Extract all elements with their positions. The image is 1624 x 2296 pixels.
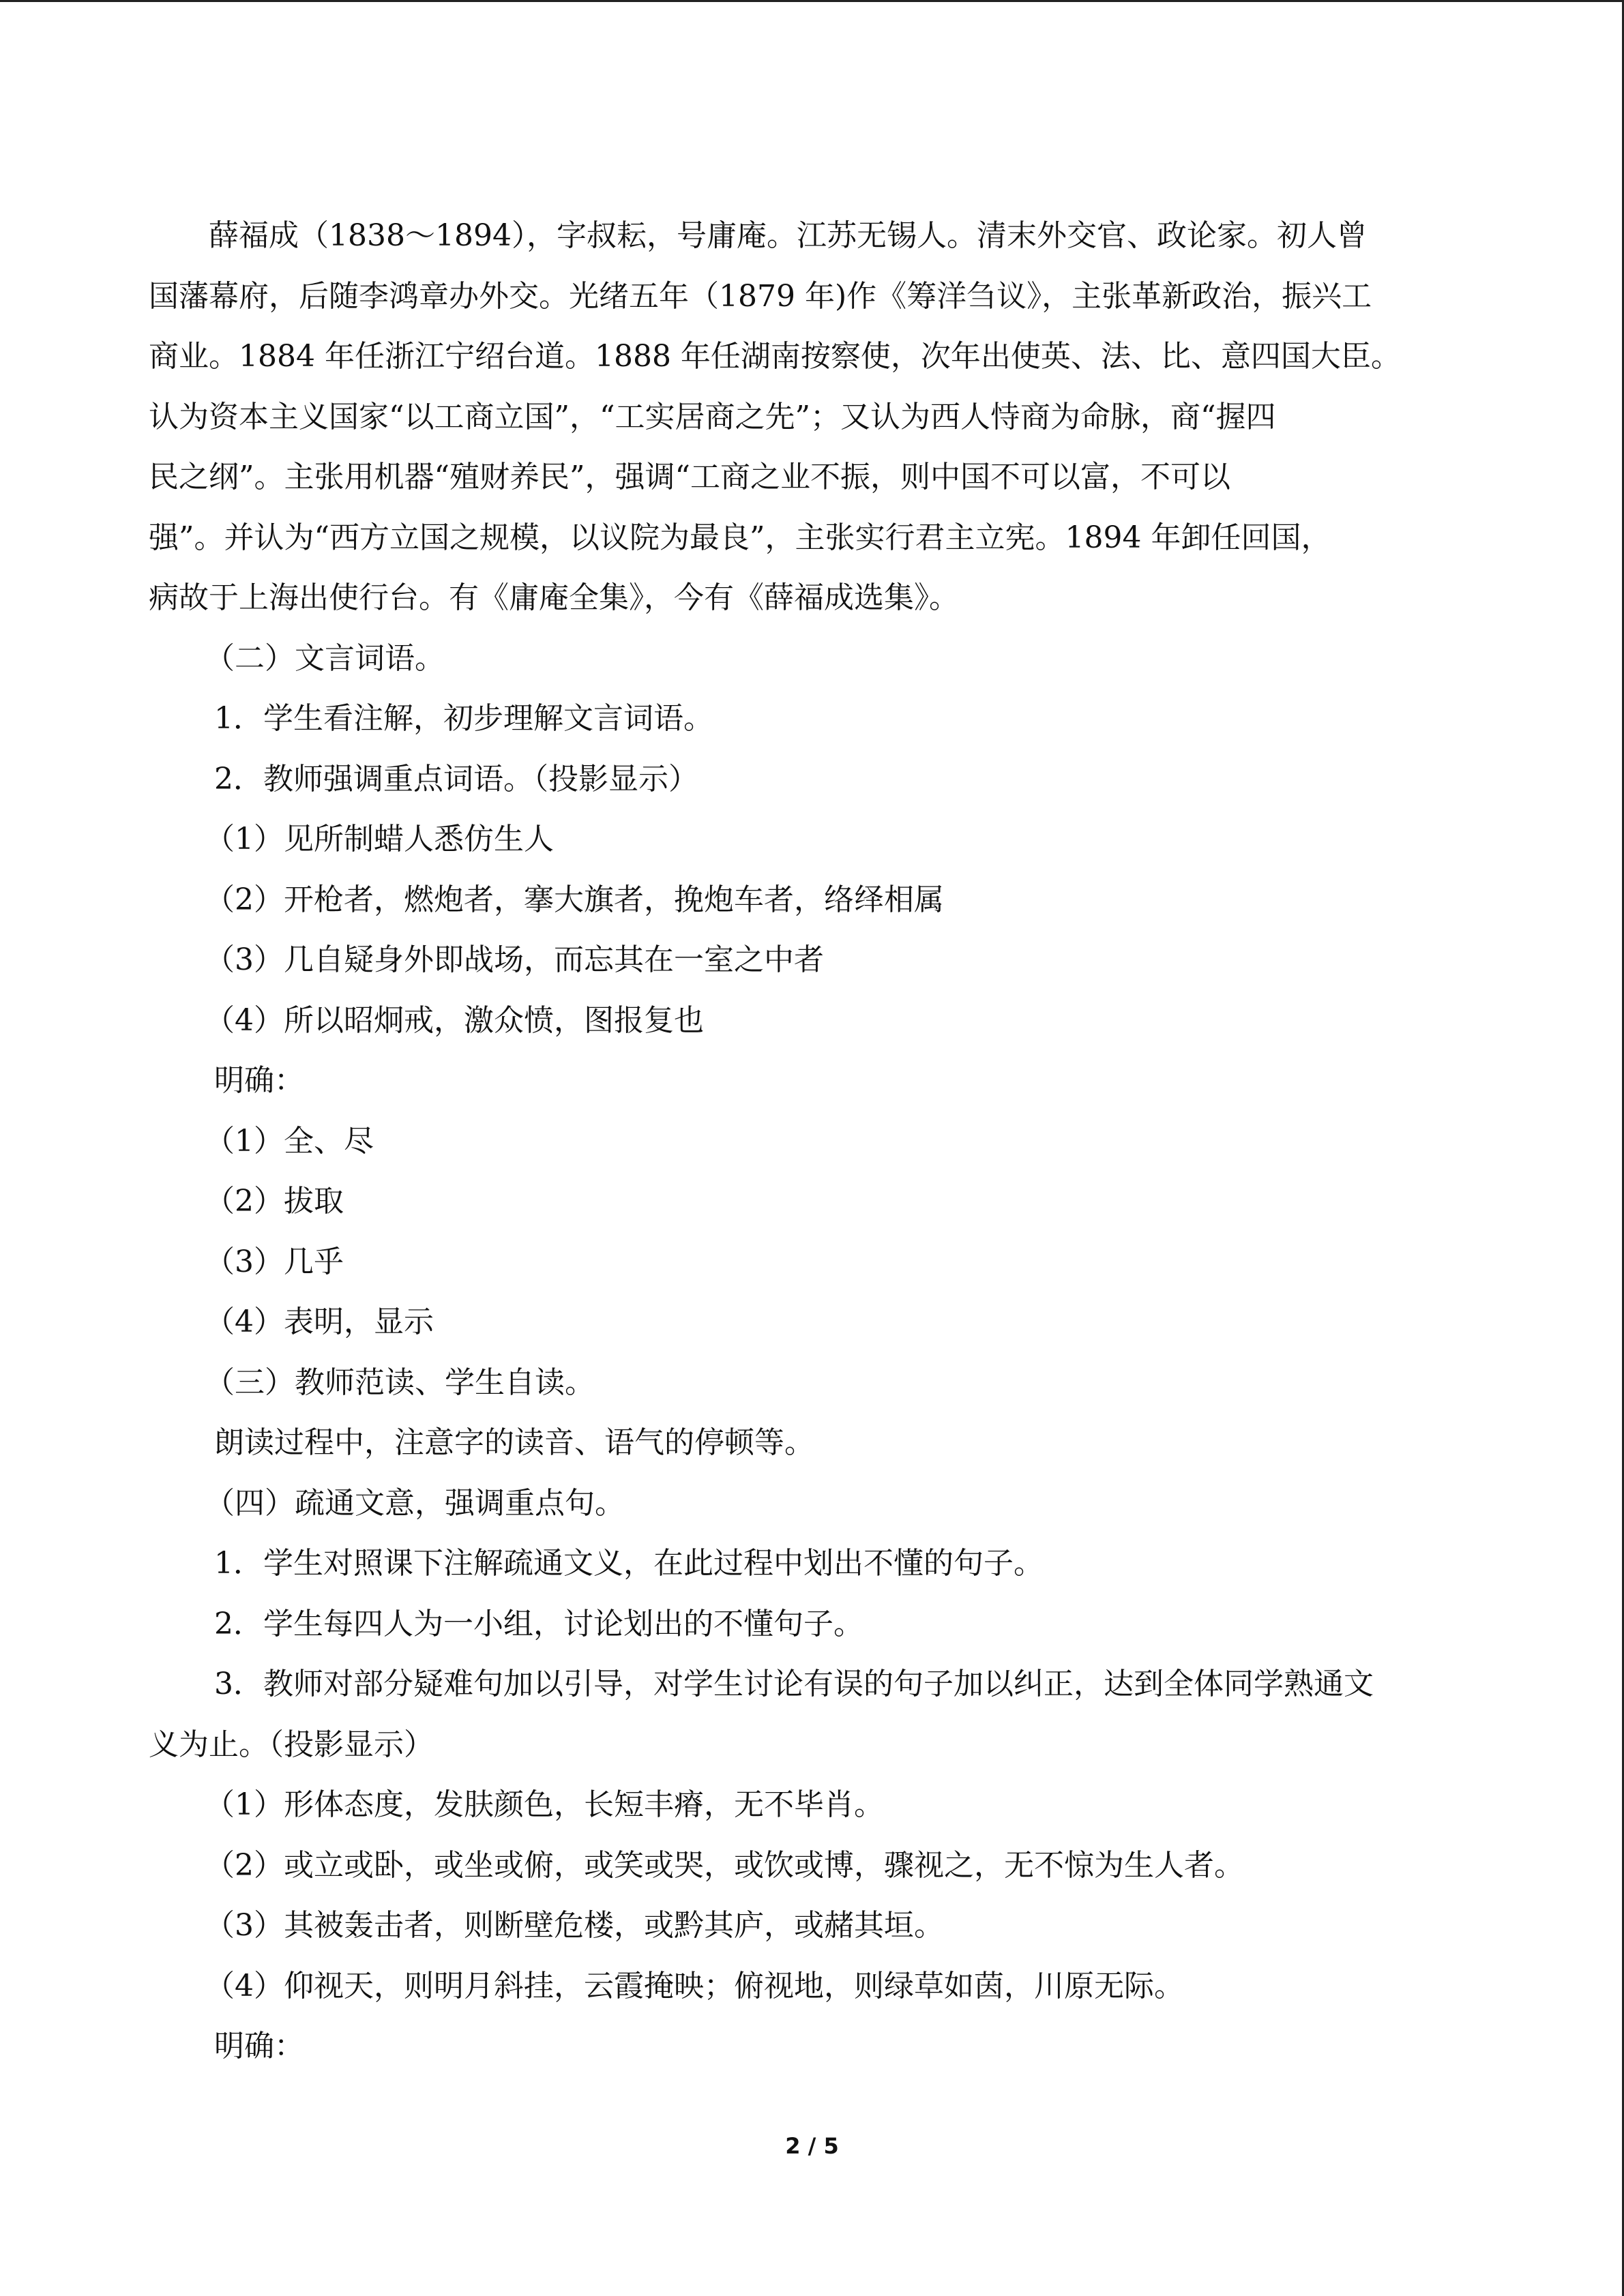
paragraph-line: 认为资本主义国家“以工商立国”，“工实居商之先”；又认为西人恃商为命脉，商“握四 bbox=[149, 399, 1276, 434]
paragraph-line: 病故于上海出使行台。有《庸庵全集》，今有《薛福成选集》。 bbox=[149, 580, 959, 615]
paragraph-line: 强”。并认为“西方立国之规模，以议院为最良”，主张实行君主立宪。1894 年卸任回国， bbox=[149, 520, 1331, 555]
list-item: （1）形体态度，发肤颜色，长短丰瘠，无不毕肖。 bbox=[205, 1787, 884, 1822]
page-number: 2 / 5 bbox=[785, 2133, 839, 2159]
document-body bbox=[149, 206, 1479, 2077]
answer-label: 明确： bbox=[214, 2029, 304, 2063]
answer-item: （1）全、尽 bbox=[205, 1123, 374, 1159]
list-item: （4）仰视天，则明月斜挂，云霞掩映；俯视地，则绿草如茵，川原无际。 bbox=[205, 1968, 1184, 2003]
section-heading: （四）疏通文意，强调重点句。 bbox=[205, 1485, 625, 1521]
step-text: 1．学生看注解，初步理解文言词语。 bbox=[214, 701, 713, 736]
step-text: 3．教师对部分疑难句加以引导，对学生讨论有误的句子加以纠正，达到全体同学熟通文 bbox=[214, 1667, 1374, 1701]
body-text: 朗读过程中，注意字的读音、语气的停顿等。 bbox=[214, 1425, 814, 1460]
step-text: 1．学生对照课下注解疏通文义，在此过程中划出不懂的句子。 bbox=[214, 1546, 1044, 1581]
step-text-continuation: 义为止。（投影显示） bbox=[149, 1727, 434, 1762]
step-text: 2．教师强调重点词语。（投影显示） bbox=[214, 761, 698, 796]
list-item: （3）几自疑身外即战场，而忘其在一室之中者 bbox=[205, 942, 824, 977]
answer-item: （3）几乎 bbox=[205, 1244, 344, 1279]
list-item: （1）见所制蜡人悉仿生人 bbox=[205, 822, 554, 856]
paragraph-line: 民之纲”。主张用机器“殖财养民”，强调“工商之业不振，则中国不可以富，不可以 bbox=[149, 460, 1230, 494]
paragraph-line: 国藩幕府，后随李鸿章办外交。光绪五年（1879 年)作《筹洋刍议》，主张革新政治，振兴工 bbox=[149, 278, 1372, 314]
paragraph-line: 商业。1884 年任浙江宁绍台道。1888 年任湖南按察使，次年出使英、法、比、意四国大臣。 bbox=[149, 339, 1401, 374]
paragraph-line: 薛福成（1838～1894），字叔耘，号庸庵。江苏无锡人。清末外交官、政论家。初人曾 bbox=[209, 218, 1367, 253]
section-heading: （二）文言词语。 bbox=[205, 640, 445, 676]
list-item: （4）所以昭炯戒，激众愤，图报复也 bbox=[205, 1002, 704, 1038]
biography-paragraph bbox=[149, 206, 1479, 629]
answer-item: （2）拔取 bbox=[205, 1184, 344, 1219]
list-item: （2）或立或卧，或坐或俯，或笑或哭，或饮或博，骤视之，无不惊为生人者。 bbox=[205, 1847, 1244, 1883]
page-top-border bbox=[0, 0, 1624, 2]
step-text: 2．学生每四人为一小组，讨论划出的不懂句子。 bbox=[214, 1606, 863, 1641]
list-item: （3）其被轰击者，则断壁危楼，或黔其庐，或赭其垣。 bbox=[205, 1908, 944, 1943]
section-heading: （三）教师范读、学生自读。 bbox=[205, 1365, 595, 1400]
list-item: （2）开枪者，燃炮者，搴大旗者，挽炮车者，络绎相属 bbox=[205, 882, 944, 917]
answer-label: 明确： bbox=[214, 1063, 304, 1098]
answer-item: （4）表明，显示 bbox=[205, 1304, 434, 1339]
